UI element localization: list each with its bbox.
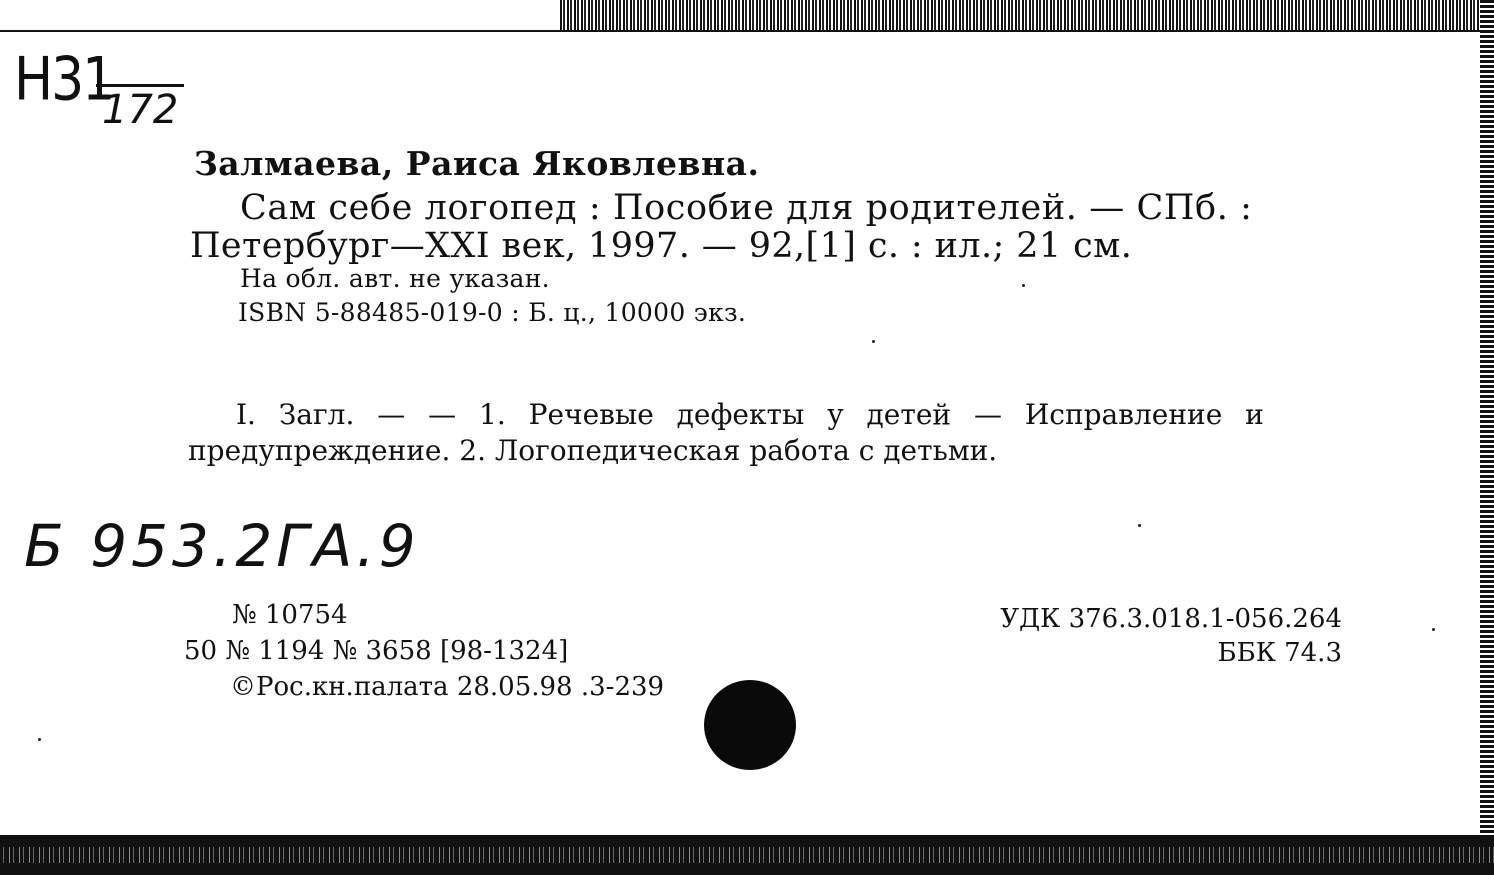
scan-top-rule [0, 30, 1494, 32]
scan-speck [1022, 284, 1025, 287]
card-numbers-line: 50 № 1194 № 3658 [98-1324] [184, 636, 569, 666]
scan-speck [1432, 628, 1435, 631]
scan-speck [38, 738, 41, 741]
card-author: Залмаева, Раиса Яковлевна. [194, 144, 760, 183]
card-registration-number: № 10754 [232, 600, 348, 630]
handwritten-shelf-number: 172 [96, 84, 184, 133]
handwritten-call-number: Б 953.2ГА.9 [24, 512, 420, 580]
card-note: На обл. авт. не указан. [240, 264, 550, 293]
scan-speck [1138, 524, 1141, 527]
card-title-line-2: Петербург—XXI век, 1997. — 92,[1] с. : ил.; 21 см. [190, 226, 1133, 266]
ink-blot [704, 680, 796, 770]
card-subjects-line-2: предупреждение. 2. Логопедическая работа с детьми. [188, 434, 998, 467]
scan-noise [560, 0, 1494, 30]
scan-speck [872, 340, 875, 343]
card-udc: УДК 376.3.018.1-056.264 [1000, 604, 1342, 634]
card-copyright-line: ©Рос.кн.палата 28.05.98 .3-239 [230, 672, 665, 702]
card-isbn: ISBN 5-88485-019-0 : Б. ц., 10000 экз. [238, 298, 747, 327]
scan-right-border [1480, 0, 1494, 875]
scan-top-border [0, 0, 1494, 32]
card-subjects-line-1: I. Загл. — — 1. Речевые дефекты у детей — Исправление и [236, 398, 1264, 431]
handwritten-shelf-code: Н31 [14, 45, 114, 115]
scan-bottom-border [0, 835, 1494, 875]
scan-noise [0, 847, 1494, 863]
card-bbk: ББК 74.3 [1217, 638, 1342, 668]
card-title-line-1: Сам себе логопед : Пособие для родителей. — СПб. : [240, 188, 1253, 228]
